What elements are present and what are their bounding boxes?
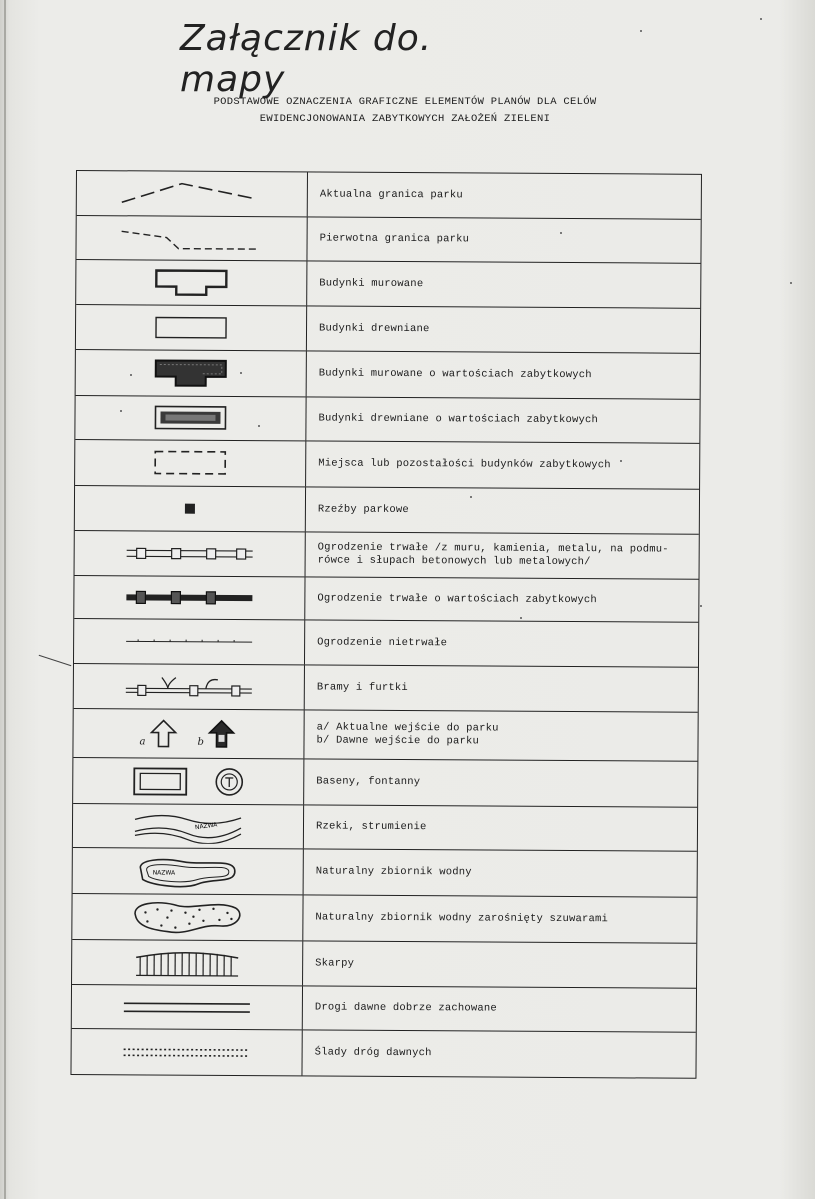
legend-label: Naturalny zbiornik wodny	[315, 865, 472, 879]
legend-row	[76, 216, 700, 264]
wooden-building-icon	[76, 305, 307, 350]
legend-label: Ogrodzenie trwałe /z muru, kamienia, metalu, na podmu-	[317, 541, 669, 556]
legend-label: Bramy i furtki	[316, 680, 408, 694]
legend-row	[74, 664, 698, 713]
subtitle-line-1: PODSTAWOWE OZNACZENIA GRAFICZNE ELEMENTÓW PLANÓW DLA CELÓW	[213, 96, 597, 108]
symbol-letter-a: a	[139, 736, 146, 748]
former-entrance-arrow	[197, 715, 237, 753]
legend-row	[75, 396, 699, 444]
gate-icon	[74, 664, 305, 709]
legend-row	[73, 804, 697, 852]
legend-row	[72, 940, 696, 989]
legend-label: Skarpy	[315, 956, 355, 970]
historic-fence-icon	[74, 576, 305, 619]
legend-row	[75, 531, 699, 580]
legend-row	[72, 894, 696, 944]
legend-row	[73, 848, 697, 898]
current-park-boundary-icon	[77, 171, 308, 216]
road-trace-icon	[71, 1029, 302, 1075]
legend-row	[75, 440, 699, 490]
legend-label: a/ Aktualne wejście do parku	[316, 721, 499, 735]
page-edge-shadow	[4, 0, 6, 1199]
legend-label: Naturalny zbiornik wodny zarośnięty szuwarami	[315, 911, 609, 926]
preserved-road-icon	[72, 985, 303, 1029]
overgrown-pond-icon	[72, 894, 303, 940]
legend-label: Baseny, fontanny	[316, 775, 421, 789]
legend-label-continued: b/ Dawne wejście do parku	[316, 734, 480, 748]
legend-label: Ogrodzenie trwałe o wartościach zabytkowych	[317, 591, 597, 606]
pond-name-label: NAZWA	[152, 868, 176, 877]
pool-icon	[132, 766, 188, 796]
legend-row	[71, 1029, 695, 1078]
legend-row	[73, 758, 697, 808]
fountain-icon	[214, 766, 244, 796]
building-remains-icon	[75, 440, 306, 486]
legend-row	[74, 619, 698, 668]
legend-label: Budynki drewniane	[319, 321, 430, 335]
pool-fountain-icon	[73, 758, 304, 804]
legend-table	[70, 170, 702, 1079]
legend-label: Budynki murowane o wartościach zabytkowych	[318, 367, 592, 382]
historic-wooden-building-icon	[75, 396, 306, 440]
subtitle-line-2: EWIDENCJONOWANIA ZABYTKOWYCH ZAŁOŻEŃ ZIELENI	[259, 113, 551, 125]
legend-row	[73, 709, 697, 762]
legend-label: Miejsca lub pozostałości budynków zabytkowych	[318, 457, 611, 472]
symbol-letter-b: b	[197, 736, 204, 748]
legend-row	[77, 171, 701, 220]
page-title: Załącznik do. mapy	[180, 18, 433, 100]
legend-label: Aktualna granica parku	[319, 187, 463, 201]
pencil-scratch	[39, 655, 72, 666]
legend-label: Drogi dawne dobrze zachowane	[314, 1001, 497, 1015]
pond-icon	[73, 848, 304, 894]
original-park-boundary-icon	[76, 216, 307, 260]
legend-label: Budynki drewniane o wartościach zabytkowych	[318, 412, 599, 427]
legend-row	[74, 576, 698, 623]
legend-row	[76, 305, 700, 354]
page-subtitle	[140, 94, 670, 128]
masonry-building-icon	[76, 260, 307, 305]
legend-label: Ślady dróg dawnych	[314, 1046, 432, 1060]
legend-label: Ogrodzenie nietrwałe	[317, 635, 448, 649]
legend-label-continued: rówce i słupach betonowych lub metalowych/	[317, 554, 591, 569]
legend-label: Rzeki, strumienie	[315, 820, 427, 834]
permanent-fence-icon	[75, 531, 306, 576]
current-entrance-arrow	[139, 714, 179, 752]
temporary-fence-icon	[74, 619, 305, 664]
legend-row	[72, 985, 696, 1033]
park-entrance-icon	[73, 709, 304, 758]
legend-label: Budynki murowane	[319, 276, 424, 290]
river-name-label: NAZWA	[194, 820, 218, 831]
sculpture-icon	[75, 486, 306, 531]
legend-label: Rzeźby parkowe	[317, 502, 409, 516]
historic-masonry-building-icon	[76, 350, 307, 396]
legend-row	[76, 260, 700, 309]
slope-icon	[72, 940, 303, 985]
legend-row	[76, 350, 700, 400]
legend-label: Pierwotna granica parku	[319, 232, 470, 246]
river-icon	[73, 804, 304, 848]
legend-row	[75, 486, 699, 535]
